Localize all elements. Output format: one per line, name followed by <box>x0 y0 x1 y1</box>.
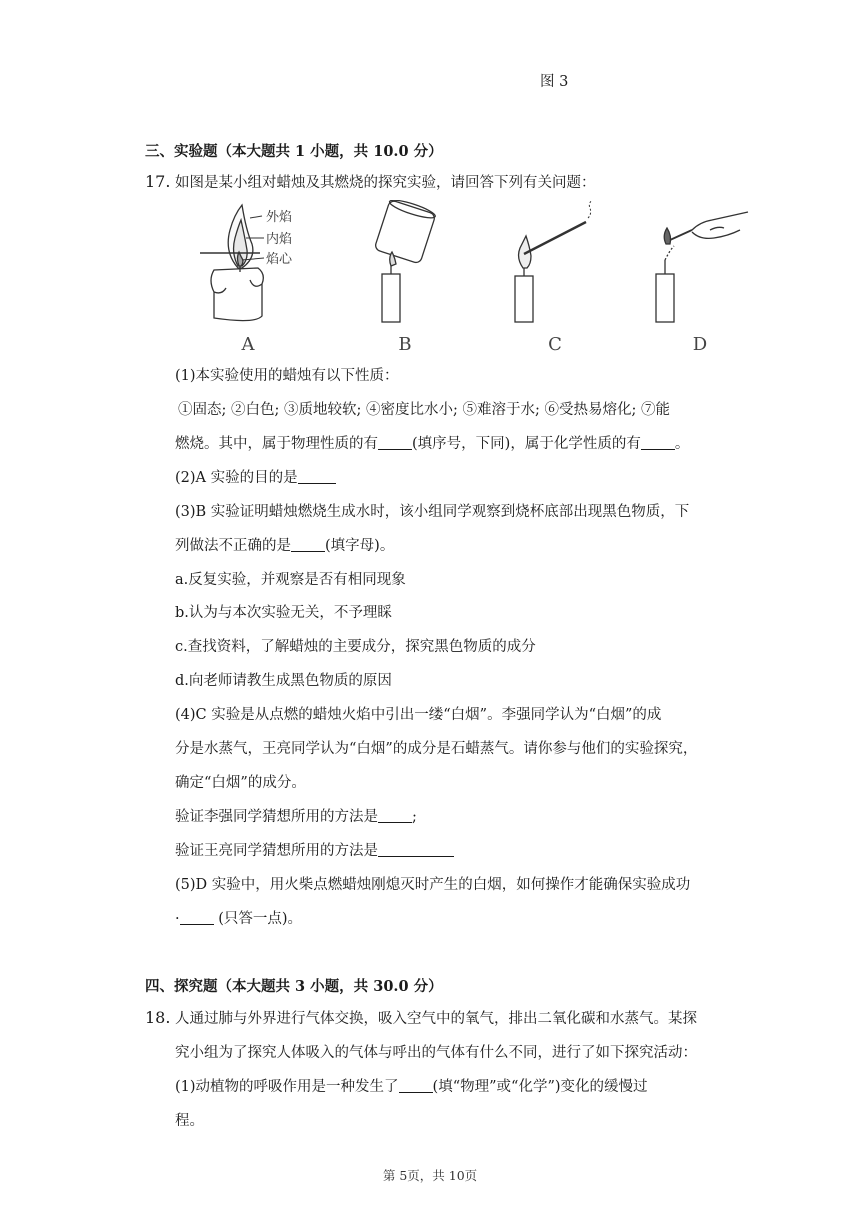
figure-label-d: D <box>692 334 708 355</box>
section-3-title: 三、实验题（本大题共 1 小题，共 10.0 分） <box>145 143 443 160</box>
figure-d-match-relight <box>656 212 748 322</box>
q17-part1-question: 燃烧。其中，属于物理性质的有 (填序号，下同)，属于化学性质的有 。 <box>175 436 690 452</box>
blank-physical-properties[interactable] <box>378 435 412 450</box>
blank-wang-method[interactable] <box>378 842 454 857</box>
q17-part2: (2)A 实验的目的是 <box>175 468 336 488</box>
q17-option-c: c.查找资料，了解蜡烛的主要成分，探究黑色物质的成分 <box>175 639 536 655</box>
q17-option-d: d.向老师请教生成黑色物质的原因 <box>175 673 392 689</box>
figure-a-candle-flame <box>200 205 264 321</box>
question-18-number: 18. <box>145 1008 171 1027</box>
q18-part1-end: 程。 <box>175 1113 204 1129</box>
blank-chemical-properties[interactable] <box>641 435 675 450</box>
q17-part5-line1: (5)D 实验中，用火柴点燃蜡烛刚熄灭时产生的白烟，如何操作才能确保实验成功 <box>175 877 691 893</box>
section-4-title: 四、探究题（本大题共 3 小题，共 30.0 分） <box>145 978 443 995</box>
q17-part1-intro: (1)本实验使用的蜡烛有以下性质： <box>175 368 399 384</box>
q17-part4-wang-method: 验证王亮同学猜想所用的方法是 <box>175 841 454 861</box>
q17-part4-li-method: 验证李强同学猜想所用的方法是 ; <box>175 809 417 825</box>
q17-option-b: b.认为与本次实验无关，不予理睬 <box>175 605 392 621</box>
blank-li-method[interactable] <box>378 808 412 823</box>
q17-option-a: a.反复实验，并观察是否有相同现象 <box>175 572 406 588</box>
q17-part1-properties: ①固态; ②白色; ③质地较软; ④密度比水小; ⑤难溶于水; ⑥受热易熔化; ⑦能 <box>178 402 670 418</box>
figure-label-c: C <box>548 334 562 355</box>
q17-part3-line2: 列做法不正确的是 (填字母)。 <box>175 538 395 554</box>
blank-a-purpose[interactable] <box>298 469 336 484</box>
page-footer: 第 5页，共 10页 <box>382 1168 478 1183</box>
candle-experiments-figure <box>200 200 760 355</box>
blank-d-operation[interactable] <box>180 910 214 925</box>
q18-part1: (1)动植物的呼吸作用是一种发生了 (填“物理”或“化学”)变化的缓慢过 <box>175 1079 648 1095</box>
q17-part3-line1: (3)B 实验证明蜡烛燃烧生成水时，该小组同学观察到烧杯底部出现黑色物质，下 <box>175 504 690 520</box>
flame-part-core: 焰心 <box>266 252 293 267</box>
q17-part5-line2: · (只答一点)。 <box>175 911 303 927</box>
q17-part4-line3: 确定“白烟”的成分。 <box>175 775 306 791</box>
flame-part-inner: 内焰 <box>266 232 293 247</box>
question-18-line1: 人通过肺与外界进行气体交换，吸入空气中的氧气，排出二氧化碳和水蒸气。某探 <box>175 1011 697 1027</box>
blank-change-type[interactable] <box>399 1078 433 1093</box>
question-17-stem: 如图是某小组对蜡烛及其燃烧的探究实验，请回答下列有关问题： <box>175 175 596 191</box>
figure-b-beaker-over-candle <box>374 200 437 322</box>
figure-3-caption: 图 3 <box>540 74 569 90</box>
figure-label-a: A <box>241 334 255 355</box>
flame-part-outer: 外焰 <box>266 210 293 225</box>
q17-part4-line2: 分是水蒸气，王亮同学认为“白烟”的成分是石蜡蒸气。请你参与他们的实验探究， <box>175 741 698 757</box>
figure-label-b: B <box>398 334 412 355</box>
question-17-number: 17. <box>145 172 171 191</box>
question-18-line2: 究小组为了探究人体吸入的气体与呼出的气体有什么不同，进行了如下探究活动： <box>175 1045 697 1061</box>
q17-part4-line1: (4)C 实验是从点燃的蜡烛火焰中引出一缕“白烟”。李强同学认为“白烟”的成 <box>175 707 662 723</box>
figure-c-candle-tube <box>515 200 592 322</box>
blank-incorrect-option[interactable] <box>291 537 325 552</box>
